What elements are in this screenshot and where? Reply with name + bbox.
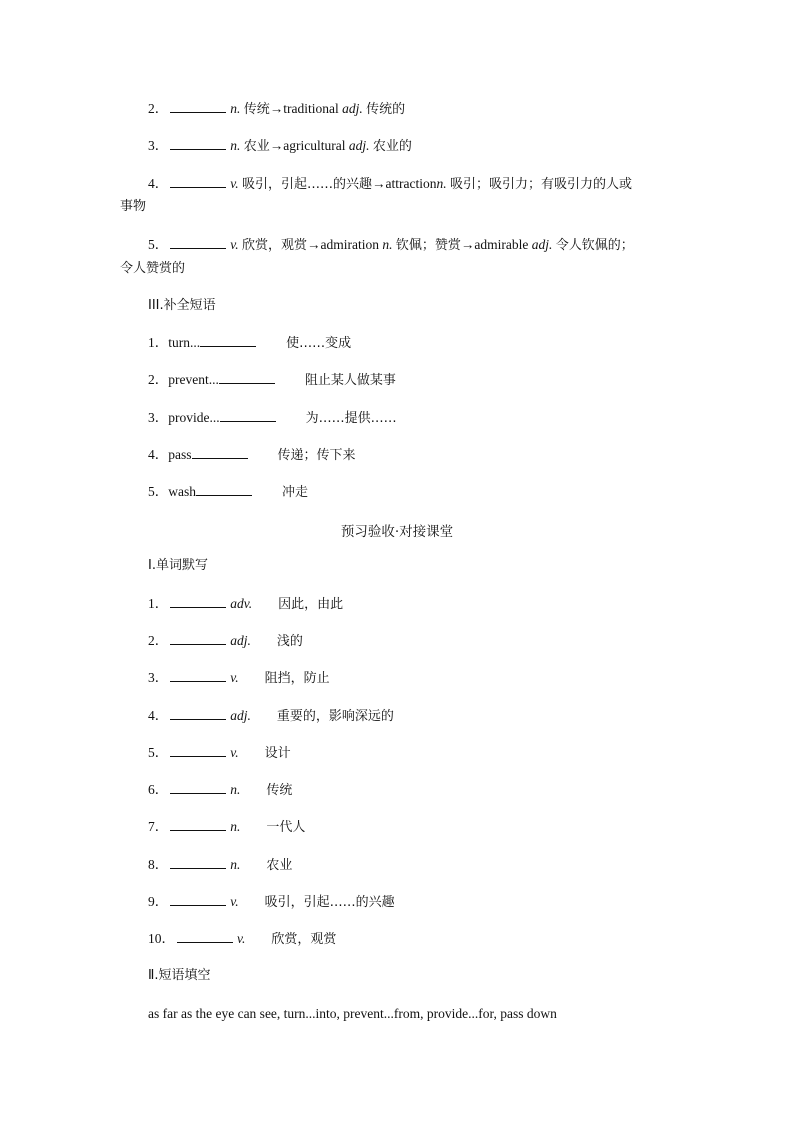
answer-blank[interactable] — [170, 744, 226, 757]
derived-word: traditional — [283, 101, 339, 116]
item-number: 3． — [148, 410, 169, 425]
answer-blank[interactable] — [170, 100, 226, 113]
meaning: 传统的 — [366, 102, 406, 117]
section-title: 预习验收·对接课堂 — [340, 524, 454, 540]
part-of-speech: v. — [230, 670, 239, 685]
part-of-speech: adj. — [348, 138, 370, 153]
meaning: 吸引；吸引力；有吸引力的人或 — [450, 177, 633, 192]
answer-blank[interactable] — [170, 818, 226, 831]
meaning: 设计 — [264, 746, 291, 761]
item-number: 3． — [148, 670, 169, 685]
answer-blank[interactable] — [170, 595, 226, 608]
part-of-speech: n. — [230, 138, 241, 153]
meaning: 农业 — [243, 139, 270, 154]
meaning: 重要的，影响深远的 — [276, 709, 394, 724]
item-number: 4． — [148, 708, 169, 723]
vocab-form-continuation: 令人赞赏的 — [120, 261, 186, 276]
meaning: 欣赏，观赏 — [242, 238, 308, 253]
vocab-form-continuation: 事物 — [120, 199, 147, 214]
phrase-item — [148, 409, 397, 428]
meaning: 传递；传下来 — [277, 448, 356, 463]
dictation-item — [148, 669, 330, 688]
phrase-prefix: wash — [168, 484, 196, 499]
meaning: 令人钦佩的； — [555, 238, 634, 253]
part-of-speech: adv. — [230, 596, 253, 611]
arrow: → — [269, 138, 284, 153]
item-number: 6． — [148, 782, 169, 797]
part-of-speech: v. — [230, 237, 239, 252]
item-number: 5． — [148, 745, 169, 760]
phrase-item — [148, 334, 351, 353]
part-of-speech: adj. — [230, 633, 251, 648]
answer-blank[interactable] — [192, 446, 248, 459]
item-number: 5． — [148, 484, 169, 499]
meaning: 浅的 — [276, 634, 303, 649]
section-heading: III.补全短语 — [148, 298, 216, 313]
part-of-speech: n. — [230, 819, 241, 834]
section-heading: Ⅰ.单词默写 — [148, 558, 208, 573]
part-of-speech: n. — [436, 176, 447, 191]
dictation-item — [148, 632, 303, 651]
arrow: → — [460, 237, 475, 252]
meaning: 因此，由此 — [278, 597, 344, 612]
item-number: 2． — [148, 372, 169, 387]
vocab-form-item — [148, 100, 405, 119]
vocab-form-item — [148, 175, 632, 194]
item-number: 7． — [148, 819, 169, 834]
dictation-item — [148, 781, 292, 800]
part-of-speech: v. — [230, 745, 239, 760]
part-of-speech: v. — [230, 894, 239, 909]
part-of-speech: v. — [230, 176, 239, 191]
derived-word: admirable — [474, 237, 529, 252]
dictation-item — [148, 930, 336, 949]
phrase-bank: as far as the eye can see, turn...into, prevent...from, provide...for, pass down — [148, 1006, 557, 1021]
meaning: 钦佩；赞赏 — [395, 238, 461, 253]
answer-blank[interactable] — [219, 371, 275, 384]
item-number: 5． — [148, 237, 169, 252]
phrase-item — [148, 446, 356, 465]
vocab-form-item — [148, 137, 412, 156]
phrase-item — [148, 483, 308, 502]
item-number: 2． — [148, 101, 169, 116]
meaning: 冲走 — [282, 485, 309, 500]
phrase-prefix: prevent... — [168, 372, 219, 387]
meaning: 农业 — [266, 858, 293, 873]
derived-word: agricultural — [283, 138, 346, 153]
meaning: 为……提供…… — [305, 411, 397, 426]
meaning: 传统 — [266, 783, 293, 798]
item-number: 4． — [148, 447, 169, 462]
meaning: 阻止某人做某事 — [304, 373, 396, 388]
arrow: → — [372, 176, 386, 191]
meaning: 传统 — [243, 102, 270, 117]
section-heading: Ⅱ.短语填空 — [148, 968, 211, 983]
part-of-speech: adj. — [342, 101, 363, 116]
answer-blank[interactable] — [196, 483, 252, 496]
meaning: 一代人 — [266, 820, 306, 835]
part-of-speech: n. — [230, 782, 241, 797]
item-number: 10． — [148, 931, 175, 946]
meaning: 吸引，引起……的兴趣 — [264, 895, 395, 910]
meaning: 欣赏，观赏 — [271, 932, 337, 947]
item-number: 8． — [148, 857, 169, 872]
meaning: 使……变成 — [286, 336, 352, 351]
phrase-prefix: turn... — [168, 335, 201, 350]
item-number: 3． — [148, 138, 169, 153]
part-of-speech: n. — [382, 237, 393, 252]
answer-blank[interactable] — [170, 137, 226, 150]
phrase-item — [148, 371, 396, 390]
answer-blank[interactable] — [170, 236, 226, 249]
answer-blank[interactable] — [170, 856, 226, 869]
item-number: 1． — [148, 596, 169, 611]
derived-word: admiration — [320, 237, 379, 252]
part-of-speech: adj. — [531, 237, 553, 252]
answer-blank[interactable] — [170, 893, 226, 906]
meaning: 吸引，引起……的兴趣 — [242, 177, 373, 192]
vocab-form-item — [148, 236, 634, 255]
item-number: 9． — [148, 894, 169, 909]
item-number: 2． — [148, 633, 169, 648]
answer-blank[interactable] — [170, 632, 226, 645]
dictation-item — [148, 595, 343, 614]
item-number: 1． — [148, 335, 169, 350]
meaning: 农业的 — [372, 139, 412, 154]
dictation-item — [148, 744, 291, 763]
answer-blank[interactable] — [177, 930, 233, 943]
phrase-prefix: pass — [168, 447, 192, 462]
dictation-item — [148, 818, 305, 837]
dictation-item — [148, 893, 395, 912]
meaning: 阻挡，防止 — [264, 671, 330, 686]
arrow: → — [269, 101, 284, 116]
part-of-speech: n. — [230, 101, 241, 116]
derived-word: attraction — [385, 176, 437, 191]
dictation-item — [148, 856, 292, 875]
answer-blank[interactable] — [170, 707, 226, 720]
answer-blank[interactable] — [200, 334, 256, 347]
answer-blank[interactable] — [170, 669, 226, 682]
answer-blank[interactable] — [220, 409, 276, 422]
phrase-prefix: provide... — [168, 410, 220, 425]
answer-blank[interactable] — [170, 781, 226, 794]
arrow: → — [307, 237, 321, 252]
dictation-item — [148, 707, 394, 726]
part-of-speech: n. — [230, 857, 241, 872]
item-number: 4． — [148, 176, 169, 191]
part-of-speech: v. — [237, 931, 246, 946]
answer-blank[interactable] — [170, 175, 226, 188]
part-of-speech: adj. — [230, 708, 251, 723]
